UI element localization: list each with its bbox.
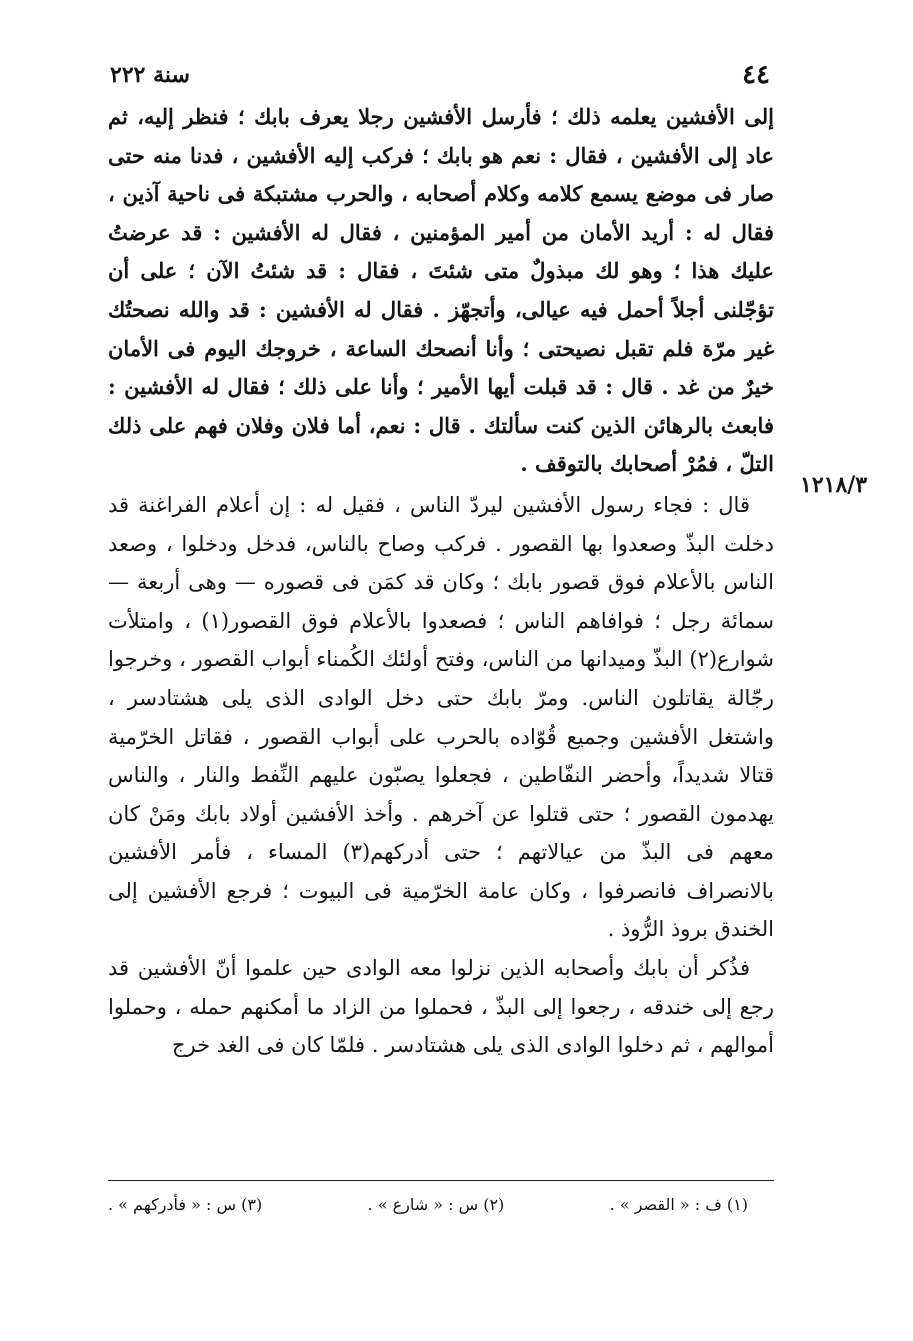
margin-reference: ١٢١٨/٣ [800, 472, 868, 498]
page-header [110, 58, 770, 92]
running-head-year: سنة ٢٢٢ [110, 62, 190, 88]
footnote-3: (٣) س : « فأدركهم » . [108, 1195, 263, 1214]
main-text [108, 98, 774, 1065]
paragraph-2: قال : فجاء رسول الأفشين ليردّ الناس ، فقيل له : إن أعلام الفراغنة قد دخلت البذّ وصعدوا بها القصور . فركب وصاح بالناس، فدخل ودخلوا ، وصعد الناس بالأعلام فوق قصور بابك ؛ وكان قد كمَن فى قصوره — وهى أربعة —سمائة رجل ؛ فوافاهم الناس ؛ فصعدوا بالأعلام فوق القصور(١) ، وامتلأت شوارع(٢) البذّ وميدانها من الناس، وفتح أولئك الكُمناء أبواب القصور ، وخرجوا رجّالة يقاتلون الناس. ومرّ بابك حتى دخل الوادى الذى يلى هشتادسر ، واشتغل الأفشين وجميع قُوّاده بالحرب على أبواب القصور ، فقاتل الخرّمية قتالا شديداً، وأحضر النفّاطين ، فجعلوا يصبّون عليهم النِّفط والنار ، والناس يهدمون القصور ؛ حتى قتلوا عن آخرهم . وأخذ الأفشين أولاد بابك ومَنْ كان معهم فى البذّ من عيالاتهم ؛ حتى أدركهم(٣) المساء ، فأمر الأفشين بالانصراف فانصرفوا ، وكان عامة الخرّمية فى البيوت ؛ فرجع الأفشين إلى الخندق بروذ الرُّوذ . [108, 492, 775, 942]
footnote-2: (٢) س : « شارع » . [367, 1195, 505, 1214]
footnotes [108, 1192, 748, 1218]
paragraph-1: إلى الأفشين يعلمه ذلك ؛ فأرسل الأفشين رجلا يعرف بابك ؛ فنظر إليه، ثم عاد إلى الأفشين ، فقال : نعم هو بابك ؛ فركب إليه الأفشين ، فدنا منه حتى صار فى موضع يسمع كلامه وكلام أصحابه ، والحرب مشتبكة فى ناحية آذين ، فقال له : أريد الأمان من أمير المؤمنين ، فقال له الأفشين : قد عرضتُ عليك هذا ؛ وهو لك مبذولٌ متى شئتَ ، فقال : قد شئتُ الآن ؛ على أن تؤجّلنى أجلاً أحمل فيه عيالى، وأتجهّز . فقال له الأفشين : قد والله نصحتُك غير مرّة فلم تقبل نصيحتى ؛ وأنا أنصحك الساعة ، خروجك اليوم فى الأمان خيرٌ من غد . قال : قد قبلت أيها الأمير ؛ وأنا على ذلك ؛ فقال له الأفشين : فابعث بالرهائن الذين كنت سألتك . قال : نعم، أما فلان وفلان فهم على ذلك التلّ ، فمُرْ أصحابك بالتوقف . [108, 104, 774, 477]
paragraph-3: فذُكر أن بابك وأصحابه الذين نزلوا معه الوادى حين علموا أنّ الأفشين قد رجع إلى خندقه ، رجعوا إلى البذّ ، فحملوا من الزاد ما أمكنهم حمله ، وحملوا أموالهم ، ثم دخلوا الوادى الذى يلى هشتادسر . فلمّا كان فى الغد خرج [108, 956, 774, 1058]
footnote-1: (١) ف : « القصر » . [609, 1195, 748, 1214]
page-number: ٤٤ [742, 60, 770, 90]
footnote-divider [108, 1180, 774, 1181]
